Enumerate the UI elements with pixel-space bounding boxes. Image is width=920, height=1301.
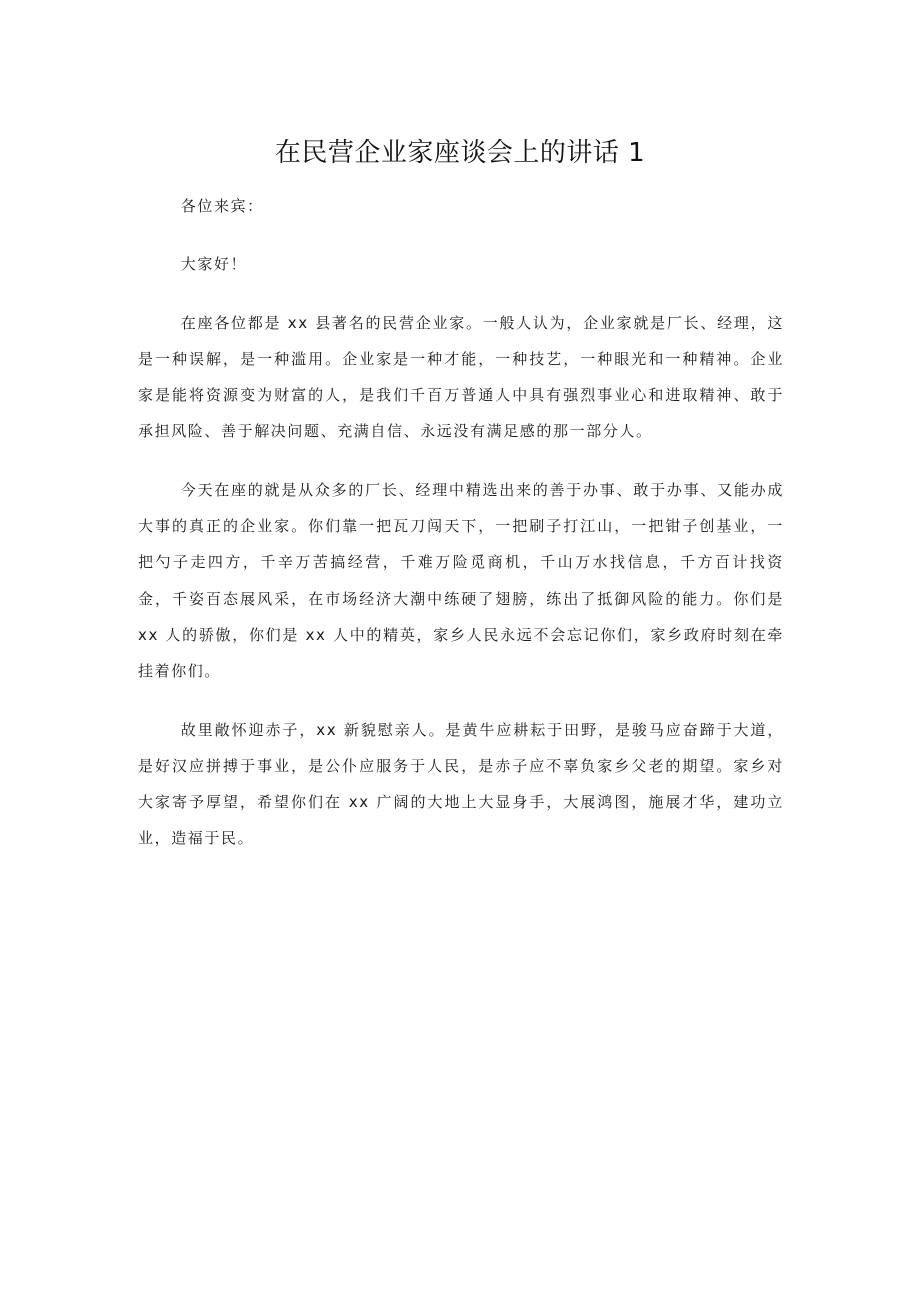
salutation-greeting: 大家好！: [180, 255, 248, 274]
document-title: 在民营企业家座谈会上的讲话 1: [274, 138, 646, 168]
salutation-guests: 各位来宾：: [180, 197, 264, 215]
paragraph-today: 今天在座的就是从众多的厂长、经理中精选出来的善于办事、敢于办事、又能办成大事的真正的企业家。你们靠一把瓦刀闯天下，一把刷子打江山，一把钳子创基业，一把勺子走四方，千辛万苦搞经营，千难万险觅商机，千山万水找信息，千方百计找资金，千姿百态展风采，在市场经济大潮中练硬了翅膀，练出了抵御风险的能力。你们是 xx 人的骄傲，你们是 xx 人中的精英，家乡人民永远不会忘记你们，家乡政府时刻在牵挂着你们。: [138, 480, 784, 681]
paragraph-entrepreneurs: 在座各位都是 xx 县著名的民营企业家。一般人认为，企业家就是厂长、经理，这是一种误解，是一种滥用。企业家是一种才能，一种技艺，一种眼光和一种精神。企业家是能将资源变为财富的人，是我们千百万普通人中具有强烈事业心和进取精神、敢于承担风险、善于解决问题、充满自信、永远没有满足感的那一部分人。: [138, 313, 784, 441]
paragraph-hometown: 故里敞怀迎赤子，xx 新貌慰亲人。是黄牛应耕耘于田野，是骏马应奋蹄于大道，是好汉应拼搏于事业，是公仆应服务于人民，是赤子应不辜负家乡父老的期望。家乡对大家寄予厚望，希望你们在 xx 广阔的大地上大显身手，大展鸿图，施展才华，建功立业，造福于民。: [138, 720, 784, 848]
speech-body: [138, 188, 784, 879]
